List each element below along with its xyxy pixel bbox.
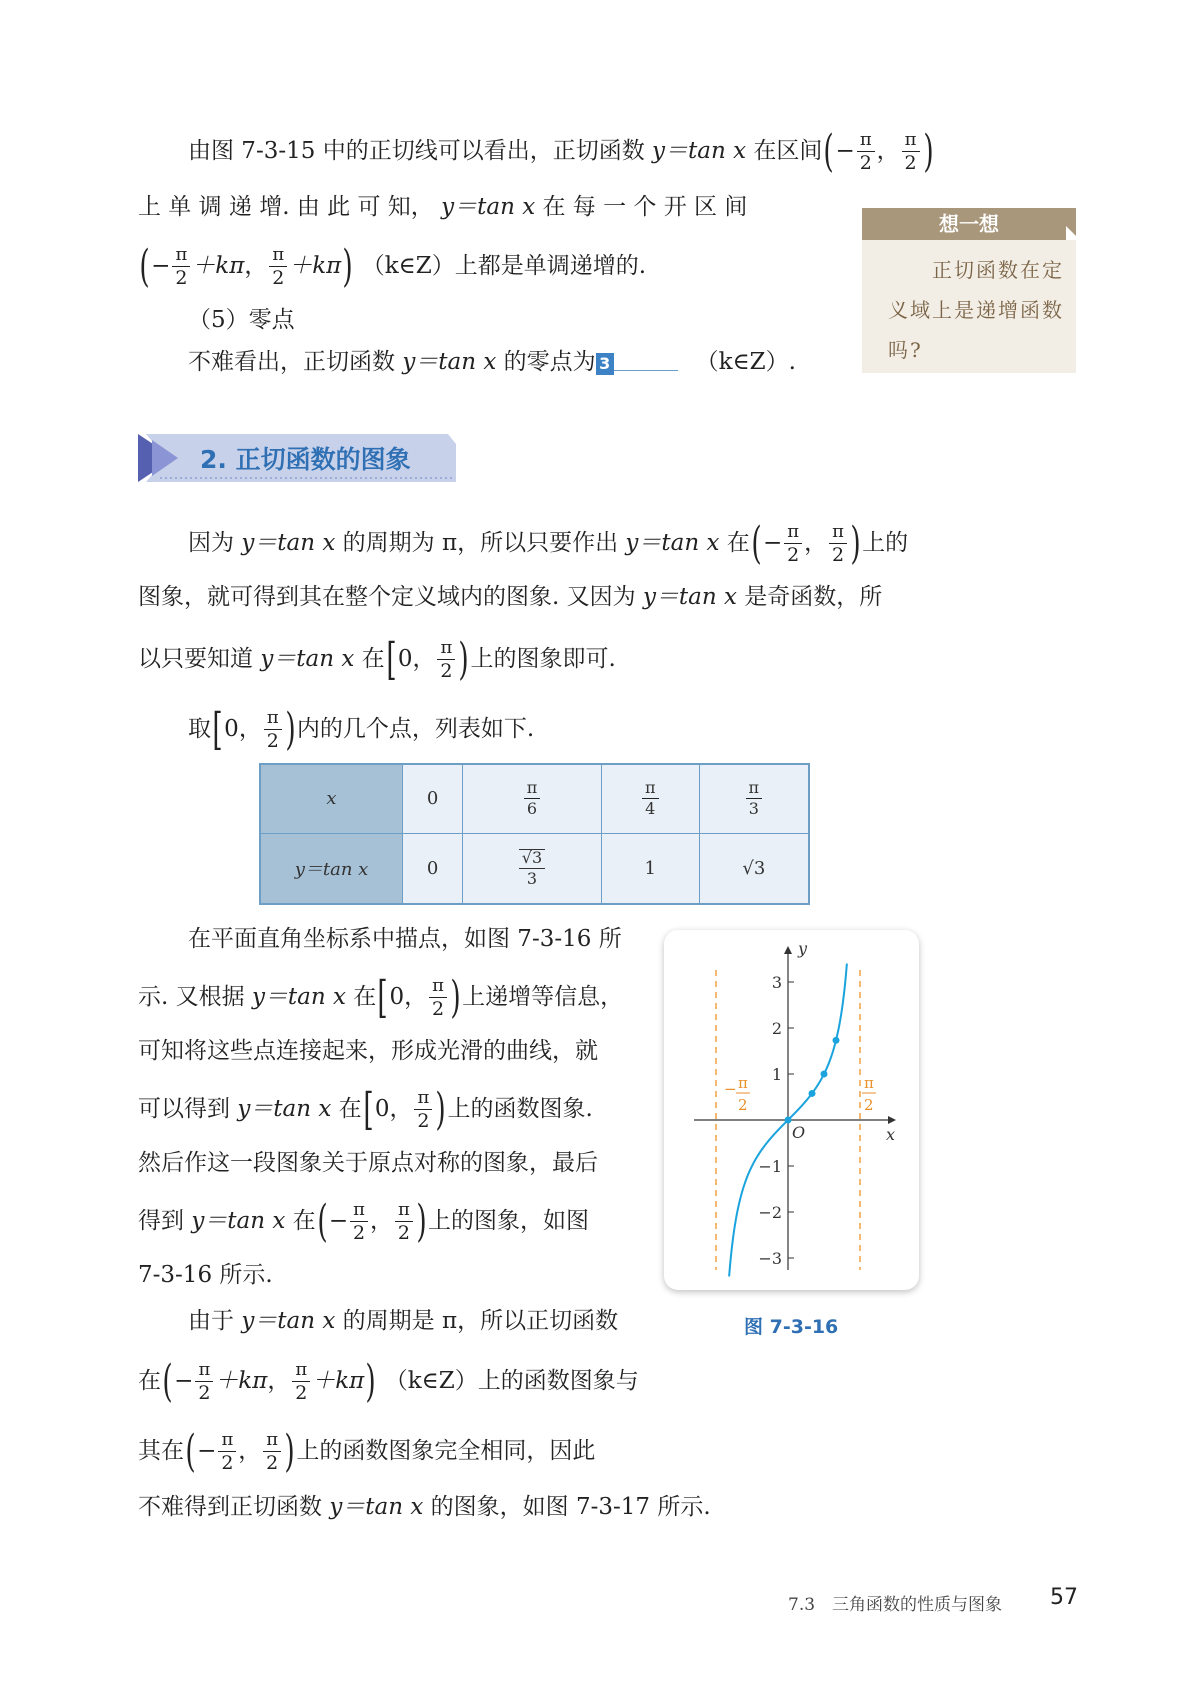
think-line: 义域上是递增函数: [888, 298, 1064, 322]
fraction-pi-2: $\frac{\pi}{2}$: [195, 1361, 213, 1403]
text: （k∈Z）.: [695, 349, 796, 375]
table-cell: x: [260, 764, 403, 833]
fraction-pi-2: $\frac{\pi}{2}$: [269, 246, 287, 288]
para3-line9: 在(− $\frac{\pi}{2}$ ＋kπ， $\frac{\pi}{2}$ ＋kπ) （k∈Z）上的函数图象与: [138, 1356, 639, 1407]
left-asymptote-num: π: [738, 1074, 748, 1092]
para3-line8: 由于 y＝tan x 的周期是 π，所以正切函数: [188, 1308, 619, 1334]
text: 上都是单调递增的.: [454, 253, 647, 279]
table-row: [260, 833, 809, 904]
para3-line3: 可知将这些点连接起来，形成光滑的曲线，就: [138, 1038, 598, 1064]
y-tick-label: 3: [771, 973, 782, 992]
para3-line11: 不难得到正切函数 y＝tan x 的图象，如图 7-3-17 所示.: [138, 1494, 711, 1520]
think-box-body: [862, 240, 1076, 373]
think-line: 吗?: [888, 338, 923, 362]
comma: ，: [876, 138, 900, 164]
para3-line5: 然后作这一段图象关于原点对称的图象，最后: [138, 1150, 598, 1176]
origin-label: O: [792, 1123, 806, 1142]
page-number: 57: [1050, 1585, 1078, 1610]
y-axis-arrow: [784, 946, 792, 954]
math-ytanx: y＝tan x: [241, 1308, 336, 1334]
minus-sign: −: [151, 253, 171, 279]
para3-line2: 示. 又根据 y＝tan x 在[0， $\frac{\pi}{2}$ )上递增等信息，: [138, 972, 624, 1023]
math-ytanx: y＝tan x: [625, 530, 720, 556]
math-ytanx: y＝tan x: [652, 138, 747, 164]
table-cell: 0: [403, 764, 463, 833]
text: 上 单 调 递 增. 由 此 可 知，: [138, 194, 434, 220]
think-box-corner: [1066, 226, 1080, 240]
para3-line6: 得到 y＝tan x 在(− $\frac{\pi}{2}$ ， $\frac{\pi}{2}$ )上的图象，如图: [138, 1196, 589, 1247]
math-ytanx: y＝tan x: [441, 194, 536, 220]
math-ytanx: y＝tan x: [260, 646, 355, 672]
zero-line: [188, 345, 796, 379]
fraction-pi-2: $\frac{\pi}{2}$: [902, 131, 920, 173]
x-axis-arrow: [888, 1116, 896, 1124]
fraction-pi-2: $\frac{\pi}{2}$: [784, 523, 802, 565]
table-cell: y＝tan x: [260, 833, 403, 904]
comma: ，: [244, 253, 268, 279]
tan-graph: [664, 930, 919, 1290]
tan-point: [821, 1071, 828, 1078]
table-cell: √3: [699, 833, 809, 904]
math-ytanx: y＝tan x: [402, 349, 497, 375]
para2-line2: 图象，就可得到其在整个定义域内的图象. 又因为 y＝tan x 是奇函数，所: [138, 584, 883, 610]
text: 在 每 一 个 开 区 间: [535, 194, 748, 220]
table-cell: 1: [601, 833, 699, 904]
paren-close: ): [850, 518, 861, 569]
table-cell: $\frac{\pi}{6}$: [463, 764, 602, 833]
fraction-pi-2: $\frac{\pi}{2}$: [218, 1431, 236, 1473]
y-tick-label: 1: [771, 1065, 782, 1084]
y-tick-label: 2: [771, 1019, 782, 1038]
bracket-open: [: [363, 1084, 374, 1135]
fraction-pi-2: $\frac{\pi}{2}$: [429, 977, 447, 1019]
zero-heading: （5）零点: [188, 307, 295, 333]
math-ytanx: y＝tan x: [191, 1208, 286, 1234]
para3-line4: 可以得到 y＝tan x 在[0， $\frac{\pi}{2}$ )上的函数图象.: [138, 1084, 593, 1135]
think-line: 正切函数在定: [932, 258, 1064, 282]
section-title: 2. 正切函数的图象: [200, 445, 411, 474]
fraction-pi-2: $\frac{\pi}{2}$: [829, 523, 847, 565]
x-axis-label: x: [886, 1125, 896, 1144]
fraction-pi-2: $\frac{\pi}{2}$: [292, 1361, 310, 1403]
para3-line10: 其在(− $\frac{\pi}{2}$ ， $\frac{\pi}{2}$ )上的函数图象完全相同，因此: [138, 1426, 596, 1477]
paren-open: (: [751, 518, 762, 569]
fraction-pi-2: $\frac{\pi}{2}$: [857, 131, 875, 173]
paren-open: (: [823, 126, 835, 177]
table-cell: $\frac{√3}{3}$: [463, 833, 602, 904]
y-tick-label: −3: [758, 1249, 782, 1268]
para2-line3: 以只要知道 y＝tan x 在[0， $\frac{\pi}{2}$ )上的图象即可.: [138, 634, 616, 685]
text: 在区间: [746, 138, 823, 164]
fraction-pi-2: $\frac{\pi}{2}$: [172, 246, 190, 288]
math-ytanx: y＝tan x: [642, 584, 737, 610]
figure-caption: 图 7-3-16: [744, 1316, 839, 1338]
k-in-z: （k∈Z）: [361, 253, 455, 279]
math-ytanx: y＝tan x: [241, 530, 336, 556]
paren-open: (: [185, 1426, 196, 1477]
para3-line7: 7-3-16 所示.: [138, 1262, 273, 1288]
graph-card: [664, 930, 919, 1290]
bracket-open: [: [377, 972, 389, 1023]
paren-close: ): [416, 1196, 427, 1247]
y-tick-label: −1: [758, 1157, 782, 1176]
tan-point: [833, 1037, 840, 1044]
right-asymptote-num: π: [864, 1074, 874, 1092]
plus-kpi: ＋kπ: [192, 253, 245, 279]
paren-close: ): [458, 634, 470, 685]
table-cell: $\frac{\pi}{3}$: [699, 764, 809, 833]
tan-points: [785, 1037, 840, 1124]
math-ytanx: y＝tan x: [329, 1494, 424, 1520]
fraction-pi-2: $\frac{\pi}{2}$: [395, 1201, 413, 1243]
tan-point: [785, 1117, 792, 1124]
bracket-open: [: [212, 704, 223, 755]
paren-open: (: [162, 1356, 173, 1407]
table-cell: $\frac{\pi}{4}$: [601, 764, 699, 833]
tan-point: [809, 1090, 816, 1097]
fraction-pi-2: $\frac{\pi}{2}$: [414, 1089, 432, 1131]
blank-number-badge: 3: [596, 353, 614, 375]
fraction-pi-2: $\frac{\pi}{2}$: [263, 1431, 281, 1473]
text: 的零点为: [496, 349, 596, 375]
footer-section: 7.3 三角函数的性质与图象: [788, 1595, 1003, 1615]
fraction-pi-2: $\frac{\pi}{2}$: [437, 639, 455, 681]
paren-open: (: [317, 1196, 328, 1247]
para2-line1: 因为 y＝tan x 的周期为 π，所以只要作出 y＝tan x 在(− $\frac{\pi}{2}$ ， $\frac{\pi}{2}$ )上的: [188, 518, 909, 569]
paren-close: ): [922, 126, 934, 177]
answer-blank[interactable]: [614, 348, 678, 371]
math-ytanx: y＝tan x: [237, 1096, 332, 1122]
para1-line2: [138, 190, 747, 224]
paren-close: ): [342, 241, 354, 292]
table-row: [260, 764, 809, 833]
paren-close: ): [435, 1084, 447, 1135]
value-table: [259, 763, 810, 905]
text: 不难看出，正切函数: [188, 349, 403, 375]
y-tick-label: −2: [758, 1203, 782, 1222]
table-cell: 0: [403, 833, 463, 904]
fraction-pi-2: $\frac{\pi}{2}$: [350, 1201, 368, 1243]
para1-line3: [138, 241, 647, 292]
paren-close: ): [284, 1426, 295, 1477]
paren-open: (: [139, 241, 150, 292]
y-axis-label: y: [798, 939, 808, 958]
minus-sign: −: [835, 138, 855, 164]
right-asymptote-den: 2: [864, 1096, 874, 1114]
math-ytanx: y＝tan x: [251, 984, 346, 1010]
fraction-pi-2: $\frac{\pi}{2}$: [264, 709, 282, 751]
left-asymptote-den: 2: [738, 1096, 748, 1114]
bracket-open: [: [386, 634, 397, 685]
left-asymptote-sign: −: [724, 1080, 737, 1098]
paren-close: ): [285, 704, 296, 755]
paren-close: ): [365, 1356, 377, 1407]
para1-line1: [188, 126, 935, 177]
think-box-title: 想一想: [862, 208, 1076, 240]
text: 由图 7-3-15 中的正切线可以看出，正切函数: [188, 138, 653, 164]
para3-line1: 在平面直角坐标系中描点，如图 7-3-16 所: [188, 926, 622, 952]
paren-close: ): [450, 972, 461, 1023]
para2-line4: 取[0， $\frac{\pi}{2}$ )内的几个点，列表如下.: [188, 704, 535, 755]
plus-kpi: ＋kπ: [289, 253, 342, 279]
